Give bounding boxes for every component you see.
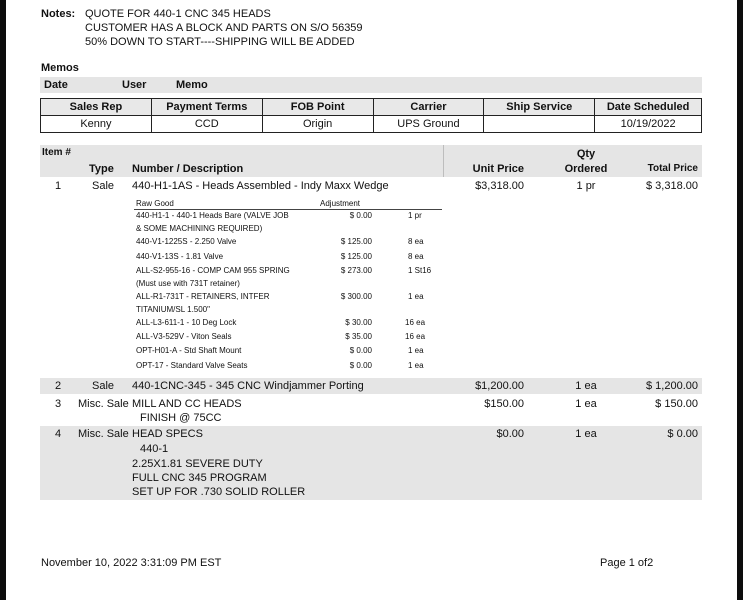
item-spec-line: 2.25X1.81 SEVERE DUTY bbox=[132, 458, 263, 470]
item-type: Misc. Sale bbox=[78, 428, 129, 440]
header-carrier: Carrier bbox=[373, 99, 484, 116]
header-ship-service: Ship Service bbox=[484, 99, 595, 116]
item-description-cont: FINISH @ 75CC bbox=[140, 412, 222, 424]
footer-timestamp: November 10, 2022 3:31:09 PM EST bbox=[41, 557, 222, 569]
item-number: 1 bbox=[55, 180, 62, 192]
memos-title: Memos bbox=[41, 62, 79, 74]
header-sales-rep: Sales Rep bbox=[41, 99, 152, 116]
items-header-qty: Qty bbox=[576, 148, 596, 160]
raw-good-qty: 16 ea bbox=[405, 332, 426, 341]
raw-good-qty: 8 ea bbox=[408, 252, 424, 261]
items-header-divider bbox=[443, 145, 444, 177]
item-type: Misc. Sale bbox=[78, 398, 129, 410]
header-fob-point: FOB Point bbox=[262, 99, 373, 116]
raw-good-adjustment: $ 0.00 bbox=[349, 211, 372, 220]
raw-good-adjustment: $ 0.00 bbox=[349, 346, 372, 355]
item-description: HEAD SPECS bbox=[132, 428, 203, 440]
raw-goods-header-name: Raw Good bbox=[136, 199, 174, 208]
order-info-table bbox=[40, 98, 702, 133]
raw-good-qty: 1 ea bbox=[408, 346, 424, 355]
items-header-item-no: Item # bbox=[42, 147, 71, 158]
header-date-scheduled: Date Scheduled bbox=[595, 99, 702, 116]
value-carrier: UPS Ground bbox=[373, 116, 484, 133]
raw-good-qty: 1 ea bbox=[408, 361, 424, 370]
item-description: 440-H1-1AS - Heads Assembled - Indy Maxx Wedge bbox=[132, 180, 389, 192]
notes-line: QUOTE FOR 440-1 CNC 345 HEADS bbox=[85, 8, 271, 20]
raw-good-qty: 8 ea bbox=[408, 237, 424, 246]
items-header-type: Type bbox=[89, 163, 114, 175]
raw-good-name: ALL-V3-529V - Viton Seals bbox=[136, 332, 232, 341]
raw-good-name: ALL-L3-611-1 - 10 Deg Lock bbox=[136, 318, 237, 327]
order-info-header-row bbox=[41, 99, 702, 116]
footer-page-number: Page 1 of2 bbox=[600, 557, 654, 569]
raw-good-adjustment: $ 125.00 bbox=[340, 252, 372, 261]
items-header-number-desc: Number / Description bbox=[132, 163, 244, 175]
memos-header-user: User bbox=[122, 79, 147, 91]
document-page bbox=[6, 0, 737, 600]
raw-good-adjustment: $ 300.00 bbox=[340, 292, 372, 301]
item-total: $ 0.00 bbox=[667, 428, 698, 440]
item-description: MILL AND CC HEADS bbox=[132, 398, 242, 410]
raw-good-name: ALL-S2-955-16 - COMP CAM 955 SPRING bbox=[136, 266, 290, 275]
item-unit-price: $0.00 bbox=[496, 428, 524, 440]
item-spec-line: SET UP FOR .730 SOLID ROLLER bbox=[132, 486, 306, 498]
item-unit-price: $3,318.00 bbox=[475, 180, 524, 192]
notes-line: 50% DOWN TO START----SHIPPING WILL BE ADDED bbox=[85, 36, 355, 48]
item-qty: 1 ea bbox=[575, 398, 597, 410]
notes-label: Notes: bbox=[41, 8, 76, 20]
raw-good-adjustment: $ 35.00 bbox=[345, 332, 372, 341]
memos-header-date: Date bbox=[44, 79, 68, 91]
item-type: Sale bbox=[92, 380, 115, 392]
raw-good-qty: 1 pr bbox=[408, 211, 422, 220]
item-unit-price: $1,200.00 bbox=[475, 380, 524, 392]
raw-good-qty: 16 ea bbox=[405, 318, 426, 327]
raw-goods-header-rule bbox=[134, 209, 442, 210]
item-type: Sale bbox=[92, 180, 115, 192]
items-header-ordered: Ordered bbox=[564, 163, 608, 175]
item-qty: 1 pr bbox=[576, 180, 596, 192]
notes-line: CUSTOMER HAS A BLOCK AND PARTS ON S/O 56359 bbox=[85, 22, 363, 34]
value-sales-rep: Kenny bbox=[41, 116, 152, 133]
item-description: 440-1CNC-345 - 345 CNC Windjammer Porting bbox=[132, 380, 364, 392]
item-unit-price: $150.00 bbox=[484, 398, 524, 410]
raw-good-name-cont: TITANIUM/SL 1.500" bbox=[136, 305, 210, 314]
item-qty: 1 ea bbox=[575, 428, 597, 440]
raw-good-adjustment: $ 273.00 bbox=[340, 266, 372, 275]
item-qty: 1 ea bbox=[575, 380, 597, 392]
raw-good-name: ALL-R1-731T - RETAINERS, INTFER bbox=[136, 292, 270, 301]
order-info-value-row bbox=[41, 116, 702, 133]
raw-good-adjustment: $ 0.00 bbox=[349, 361, 372, 370]
raw-good-qty: 1 St16 bbox=[408, 266, 432, 275]
item-number: 3 bbox=[55, 398, 62, 410]
item-total: $ 1,200.00 bbox=[646, 380, 698, 392]
value-payment-terms: CCD bbox=[151, 116, 262, 133]
items-header-total-price: Total Price bbox=[647, 163, 698, 174]
item-spec-line: 440-1 bbox=[140, 443, 169, 455]
raw-goods-header-adjustment: Adjustment bbox=[320, 199, 361, 208]
items-header-unit-price: Unit Price bbox=[472, 163, 524, 175]
raw-good-name: OPT-17 - Standard Valve Seats bbox=[136, 361, 248, 370]
item-number: 4 bbox=[55, 428, 62, 440]
raw-good-adjustment: $ 125.00 bbox=[340, 237, 372, 246]
value-date-scheduled: 10/19/2022 bbox=[595, 116, 702, 133]
header-payment-terms: Payment Terms bbox=[151, 99, 262, 116]
raw-good-name-cont: & SOME MACHINING REQUIRED) bbox=[136, 224, 263, 233]
raw-good-name: 440-V1-1225S - 2.250 Valve bbox=[136, 237, 237, 246]
value-fob-point: Origin bbox=[262, 116, 373, 133]
raw-good-name: OPT-H01-A - Std Shaft Mount bbox=[136, 346, 242, 355]
memos-header-memo: Memo bbox=[176, 79, 208, 91]
raw-good-name: 440-H1-1 - 440-1 Heads Bare (VALVE JOB bbox=[136, 211, 289, 220]
raw-good-adjustment: $ 30.00 bbox=[345, 318, 372, 327]
raw-good-qty: 1 ea bbox=[408, 292, 424, 301]
item-total: $ 3,318.00 bbox=[646, 180, 698, 192]
item-spec-line: FULL CNC 345 PROGRAM bbox=[132, 472, 267, 484]
raw-good-name-cont: (Must use with 731T retainer) bbox=[136, 279, 240, 288]
item-total: $ 150.00 bbox=[655, 398, 698, 410]
item-number: 2 bbox=[55, 380, 62, 392]
raw-good-name: 440-V1-13S - 1.81 Valve bbox=[136, 252, 224, 261]
value-ship-service bbox=[484, 116, 595, 133]
